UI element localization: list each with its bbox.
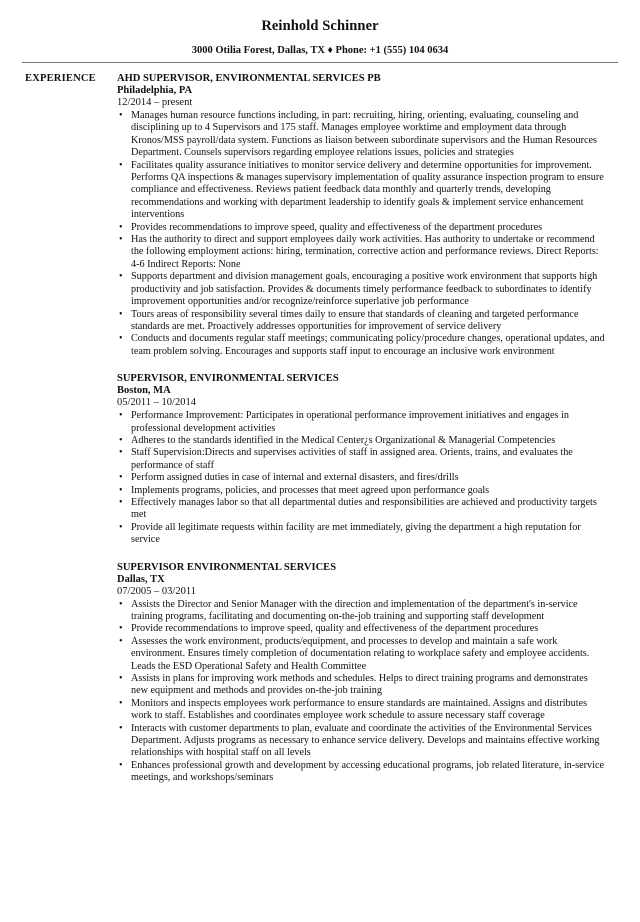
job-bullet: • Provides recommendations to improve speed, quality and effectiveness of the department procedures (131, 222, 607, 234)
job-bullet-list (117, 599, 607, 785)
experience-section (117, 73, 607, 800)
job-bullet: • Performance Improvement: Participates in operational performance improvement initiatives and engages in professional development activities (131, 410, 607, 435)
job-bullet: • Assists in plans for improving work methods and schedules. Helps to direct training programs and demonstrates new equipment and methods and provides on-the-job training (131, 673, 607, 698)
job-dates: 05/2011 – 10/2014 (117, 397, 196, 409)
job-bullet: • Tours areas of responsibility several times daily to ensure that standards of cleaning and targeted performance standards are met. Proactively addresses opportunities for improvement of service delivery (131, 309, 607, 334)
job-bullet: • Perform assigned duties in case of internal and external disasters, and fires/drills (131, 472, 607, 484)
job-title: AHD SUPERVISOR, ENVIRONMENTAL SERVICES PB (117, 73, 381, 84)
job-bullet: • Enhances professional growth and development by accessing educational programs, job related literature, in-service meetings, and workshops/seminars (131, 760, 607, 785)
job-bullet: • Conducts and documents regular staff meetings; communicating policy/procedure changes, operational updates, and team problem solving. Encourages and supports staff input to encourage an inclusive work environment (131, 333, 607, 358)
job-bullet: • Interacts with customer departments to plan, evaluate and coordinate the activities of the Environmental Services Department. Adjusts programs as necessary to enhance service delivery. Develops and maintains effective working relationships with hospital staff on all levels (131, 723, 607, 760)
job-bullet: • Assists the Director and Senior Manager with the direction and implementation of the department's in-service training programs, facilitating and documenting on-the-job training and supporting staff development (131, 599, 607, 624)
resume-header (0, 0, 640, 56)
job-entry (117, 562, 607, 785)
job-bullet: • Adheres to the standards identified in the Medical Center¿s Organizational & Managerial Competencies (131, 435, 607, 447)
job-location: Boston, MA (117, 385, 171, 397)
job-bullet: • Provide all legitimate requests within facility are met immediately, giving the department a high reputation for service (131, 522, 607, 547)
candidate-name: Reinhold Schinner (261, 18, 379, 34)
job-bullet: • Staff Supervision:Directs and supervises activities of staff in assigned area. Orients, trains, and evaluates the performance of staff (131, 447, 607, 472)
job-bullet: • Has the authority to direct and support employees daily work activities. Has authority to undertake or recommend the following employment actions: hiring, termination, corrective action and performance reviews. Direct Reports: 4-6 Indirect Reports: None (131, 234, 607, 271)
section-label-experience: EXPERIENCE (25, 73, 96, 84)
job-entry (117, 373, 607, 546)
job-entry (117, 73, 607, 358)
job-location: Philadelphia, PA (117, 85, 193, 96)
contact-line: 3000 Otilia Forest, Dallas, TX ♦ Phone: +1 (555) 104 0634 (191, 45, 449, 56)
job-bullet-list (117, 410, 607, 546)
job-location: Dallas, TX (117, 573, 165, 585)
job-bullet: • Supports department and division management goals, encouraging a positive work environment that supports high productivity and job satisfaction. Provides & documents timely performance feedback to subordinates to identify improvement opportunities and/or recognize/reinforce superlative job performance (131, 271, 607, 308)
header-divider (22, 62, 618, 63)
job-title: SUPERVISOR, ENVIRONMENTAL SERVICES (117, 373, 339, 385)
job-bullet: • Manages human resource functions including, in part: recruiting, hiring, orienting, evaluating, counseling and disciplining up to 4 Supervisors and 175 staff. Manages employee worktime and employment data through Kronos/MSS payroll/data system. Functions as liaison between subordinate supervisors and the Human Resources Department. Counsels supervisors regarding employee relations issues, policies and strategies (131, 110, 607, 160)
job-dates: 12/2014 – present (117, 97, 193, 108)
job-bullet: • Monitors and inspects employees work performance to ensure standards are maintained. Assigns and distributes work to staff. Establishes and coordinates employee work schedule to assure necessary staff coverage (131, 698, 607, 723)
job-bullet-list (117, 110, 607, 358)
job-bullet: • Facilitates quality assurance initiatives to monitor service delivery and determine opportunities for improvement. Performs QA inspections & manages supervisory implementation of quality assurance inspection program to ensure compliance and effectiveness. Reviews patient feedback data monthly and quarterly trends, developing recommendations and working with department leadership to identify goals & implement service enhancement interventions (131, 160, 607, 222)
job-bullet: • Assesses the work environment, products/equipment, and processes to develop and maintain a safe work environment. Ensures timely completion of documentation relating to workplace safety and employee accidents. Leads the ESD Operational Safety and Health Committee (131, 636, 607, 673)
job-bullet: • Implements programs, policies, and processes that meet agreed upon performance goals (131, 485, 607, 497)
job-bullet: • Provide recommendations to improve speed, quality and effectiveness of the department procedures (131, 623, 607, 635)
job-bullet: • Effectively manages labor so that all departmental duties and responsibilities are achieved and productivity targets met (131, 497, 607, 522)
job-title: SUPERVISOR ENVIRONMENTAL SERVICES (117, 561, 337, 573)
job-dates: 07/2005 – 03/2011 (117, 585, 196, 597)
